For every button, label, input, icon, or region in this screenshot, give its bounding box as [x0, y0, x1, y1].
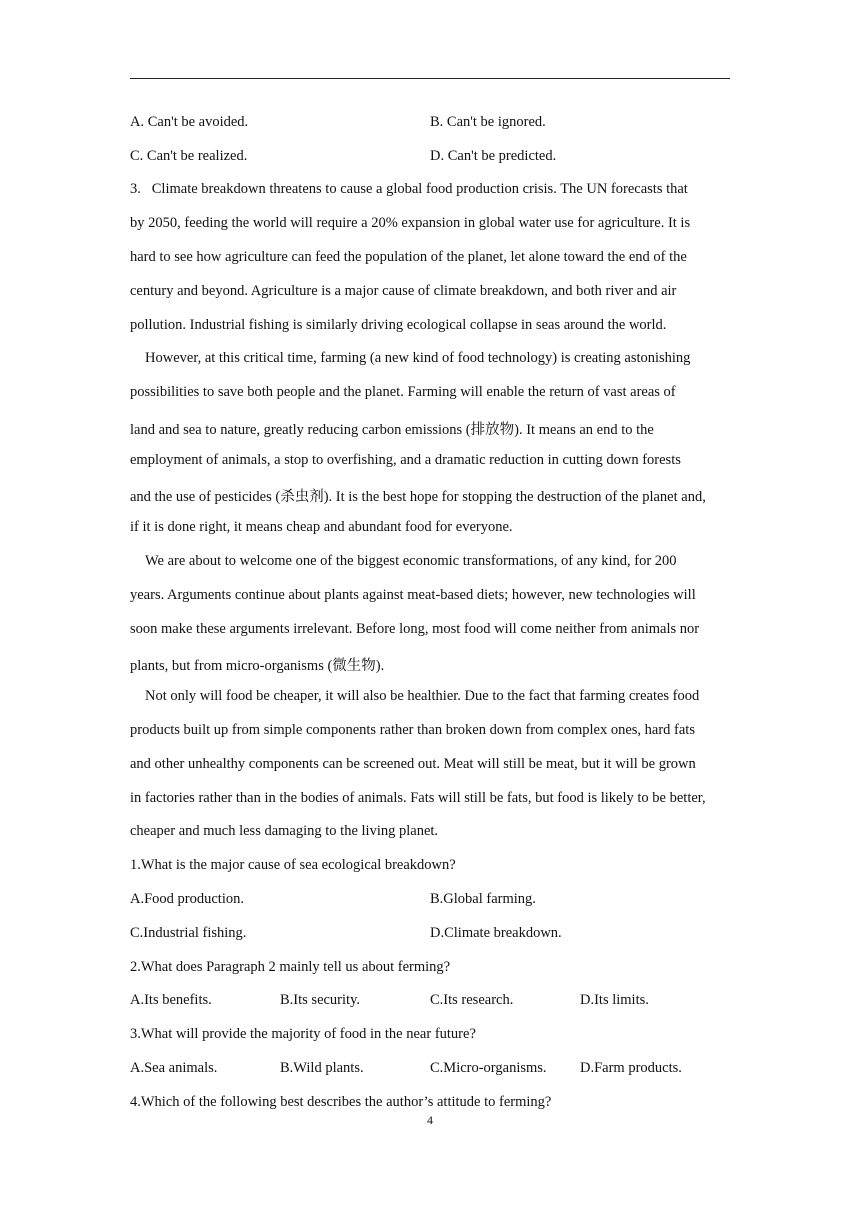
passage-line: 3. Climate breakdown threatens to cause a global food production crisis. The UN forecasts that [130, 181, 688, 197]
prev-option-b: B. Can't be ignored. [430, 114, 546, 130]
question-3-stem: 3.What will provide the majority of food in the near future? [130, 1026, 476, 1042]
page-number: 4 [427, 1113, 433, 1127]
question-4-stem: 4.Which of the following best describes the author’s attitude to ferming? [130, 1094, 552, 1110]
passage-line: in factories rather than in the bodies of animals. Fats will still be fats, but food is likely to be better, [130, 790, 706, 806]
prev-option-d: D. Can't be predicted. [430, 148, 557, 164]
passage-line: Not only will food be cheaper, it will also be healthier. Due to the fact that farming creates food [145, 688, 700, 704]
q1-option-a: A.Food production. [130, 891, 244, 907]
passage-line: land and sea to nature, greatly reducing carbon emissions (排放物). It means an end to the [130, 422, 654, 438]
q2-option-c: C.Its research. [430, 992, 514, 1008]
q1-option-b: B.Global farming. [430, 891, 536, 907]
passage-line: soon make these arguments irrelevant. Before long, most food will come neither from animals nor [130, 621, 700, 637]
passage-line: and the use of pesticides (杀虫剂). It is the best hope for stopping the destruction of the planet and, [130, 489, 706, 505]
passage-line: hard to see how agriculture can feed the population of the planet, let alone toward the end of the [130, 249, 687, 265]
prev-option-c: C. Can't be realized. [130, 148, 248, 164]
q2-option-a: A.Its benefits. [130, 992, 212, 1008]
passage-line: and other unhealthy components can be screened out. Meat will still be meat, but it will be grown [130, 756, 696, 772]
question-1-stem: 1.What is the major cause of sea ecological breakdown? [130, 857, 456, 873]
header-rule [130, 78, 730, 79]
passage-line: We are about to welcome one of the biggest economic transformations, of any kind, for 200 [145, 553, 677, 569]
passage-line: century and beyond. Agriculture is a major cause of climate breakdown, and both river and air [130, 283, 677, 299]
prev-option-a: A. Can't be avoided. [130, 114, 249, 130]
passage-line: by 2050, feeding the world will require a 20% expansion in global water use for agriculture. It is [130, 215, 691, 231]
passage-line: pollution. Industrial fishing is similarly driving ecological collapse in seas around the world. [130, 317, 667, 333]
passage-line: years. Arguments continue about plants against meat-based diets; however, new technologies will [130, 587, 696, 603]
passage-line: cheaper and much less damaging to the living planet. [130, 823, 439, 839]
q1-option-d: D.Climate breakdown. [430, 925, 562, 941]
passage-line: possibilities to save both people and the planet. Farming will enable the return of vast areas of [130, 384, 676, 400]
q2-option-d: D.Its limits. [580, 992, 649, 1008]
q3-option-c: C.Micro-organisms. [430, 1060, 547, 1076]
question-2-stem: 2.What does Paragraph 2 mainly tell us about ferming? [130, 959, 451, 975]
passage-line: plants, but from micro-organisms (微生物). [130, 658, 385, 674]
q3-option-a: A.Sea animals. [130, 1060, 218, 1076]
passage-line: products built up from simple components rather than broken down from complex ones, hard fats [130, 722, 695, 738]
q3-option-d: D.Farm products. [580, 1060, 682, 1076]
passage-line: However, at this critical time, farming (a new kind of food technology) is creating astonishing [145, 350, 691, 366]
q2-option-b: B.Its security. [280, 992, 361, 1008]
q3-option-b: B.Wild plants. [280, 1060, 364, 1076]
q1-option-c: C.Industrial fishing. [130, 925, 247, 941]
passage-line: employment of animals, a stop to overfishing, and a dramatic reduction in cutting down forests [130, 452, 681, 468]
passage-line: if it is done right, it means cheap and abundant food for everyone. [130, 519, 513, 535]
